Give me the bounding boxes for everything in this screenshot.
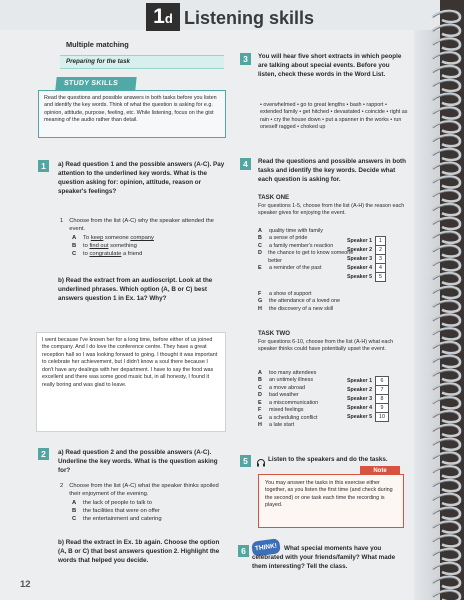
think-badge: THINK! [251,538,281,557]
answer-box[interactable]: 7 [376,386,389,395]
question-text: Choose from the list (A-C) why the speaker attended the event. [69,218,214,232]
task-one-instructions: For questions 1-5, choose from the list (A-H) the reason each speaker gives for enjoying the event. [258,203,405,217]
answer-box[interactable]: 10 [376,413,389,422]
answer-box[interactable]: 5 [376,273,386,282]
spiral-coil [432,480,460,491]
answer-option: C a move abroad [258,384,305,391]
exercise-6-instructions: What special moments have you celebrated with your friends/family? What made them interesting? Tell the class. [252,545,396,571]
spiral-coil [432,439,460,450]
speaker-row: Speaker 5 10 [344,413,388,422]
spiral-coil [432,80,460,91]
audioscript-extract [36,332,226,432]
spiral-coil [432,39,460,50]
speaker-row: Speaker 3 8 [344,395,388,404]
question-1 [60,218,226,259]
speaker-row: Speaker 4 4 [344,264,386,273]
spiral-coil [432,563,460,574]
answer-option: G a scheduling conflict [258,414,318,421]
exercise-number: 1 [38,160,49,172]
spiral-coil [432,108,460,119]
answer-option: D the chance to get to know someone better [258,250,354,264]
spiral-coil [432,232,460,243]
answer-option: F mixed feelings [258,407,304,414]
question-number: 2 [60,483,64,489]
spiral-coil [432,397,460,408]
exercise-number: 4 [240,158,251,170]
speaker-row: Speaker 5 5 [344,273,386,282]
spiral-coil [432,453,460,464]
answer-option: A too many attendees [258,370,317,376]
speaker-row: Speaker 3 3 [344,255,386,264]
spiral-coil [432,149,460,160]
unit-badge: 1d [146,3,180,31]
answer-option: H a late start [258,422,295,429]
answer-option: B a sense of pride [258,235,308,242]
study-skills-label: STUDY SKILLS [55,77,136,90]
spiral-coil [432,177,460,188]
speaker-row: Speaker 4 9 [344,404,388,413]
spiral-binding [430,0,464,600]
answer-box[interactable]: 4 [376,264,386,273]
task-one-title: TASK ONE [258,194,290,201]
answer-option: B the facilities that were on offer [72,507,160,514]
page-number: 12 [20,579,31,590]
answer-option: B an untimely illness [258,377,314,384]
spiral-coil [432,287,460,298]
exercise-1a-instructions: a) Read question 1 and the possible answers (A-C). Pay attention to the underlined key words. What is the question asking for: opinion, attitude, reason or speaker's feelings? [58,161,225,196]
exercise-number: 3 [240,53,251,65]
answer-box[interactable]: 3 [376,255,386,264]
audioscript-text: I went because I've known her for a long time, before either of us joined the company. And I do love the conference centre. They have a great reception hall so I was looking forward to going. I thought it was important to celebrate her achievement, but I didn't know a soul there because I don't have any dealings with her department. I have to say the food was excellent and there was some good music but, in all honesty, I found it really boring and was glad to leave. [42,337,218,388]
speaker-row: Speaker 2 7 [344,386,388,395]
answer-box[interactable]: 8 [376,395,389,404]
study-skills-text: Read the questions and possible answers in both tasks before you listen and identify the key words. Think of what the question is asking for e.g. opinion, attitude, purpose, feeling, etc. While listening, focus on the gist meaning of the audio rather than detail. [44,95,217,124]
spiral-coil [432,259,460,270]
answer-box[interactable]: 2 [376,246,386,255]
answer-box[interactable]: 1 [376,237,386,246]
spiral-coil [432,25,460,36]
spiral-coil [432,370,460,381]
answer-option: C the entertainment and catering [72,515,162,522]
spiral-coil [432,384,460,395]
spiral-coil [432,535,460,546]
answer-option: D bad weather [258,392,299,399]
spiral-coil [432,466,460,477]
spiral-coil [432,94,460,105]
spiral-coil [432,328,460,339]
answer-option: A the lack of people to talk to [72,499,152,506]
spiral-coil [432,342,460,353]
answer-box[interactable]: 9 [376,404,389,413]
spiral-coil [432,218,460,229]
answer-option: E a miscommunication [258,399,319,406]
answer-option: B to find out something [72,242,137,249]
answer-option: H the discovery of a new skill [258,305,334,312]
exercise-3-instructions: You will hear five short extracts in which people are talking about special events. Before you listen, check these words in the Word List. [258,53,402,79]
task-two-answer-grid [344,376,389,422]
spiral-coil [432,577,460,588]
answer-option: C to congratulate a friend [72,250,143,257]
study-skills-box [38,90,226,138]
task-two-instructions: For questions 6-10, choose from the list (A-H) what each speaker thinks could have potentially upset the event. [258,339,394,353]
spiral-coil [432,356,460,367]
spiral-coil [432,11,460,22]
spiral-coil [432,508,460,519]
spiral-coil [432,121,460,132]
speaker-row: Speaker 1 6 [344,377,388,386]
exercise-number: 2 [38,448,49,460]
task-two-options [258,370,348,430]
spiral-coil [432,522,460,533]
exercise-2b-instructions: b) Read the extract in Ex. 1b again. Choose the option (A, B or C) that best answers question 2. Highlight the words that helped you decide. [58,539,220,565]
answer-option: C a family member's reaction [258,242,334,249]
spiral-coil [432,494,460,505]
spiral-coil [432,246,460,257]
exercise-2a-instructions: a) Read question 2 and the possible answers (A-C). Underline the key words. What is the question asking for? [58,449,218,475]
exercise-5-instructions: Listen to the speakers and do the tasks. [268,456,388,463]
section-title: Multiple matching [66,40,129,49]
task-two-title: TASK TWO [258,330,291,337]
spiral-coil [432,163,460,174]
answer-box[interactable]: 6 [376,377,389,386]
exercise-4-instructions: Read the questions and possible answers in both tasks and identify the key words. Decide what each question is asking for. [258,158,407,184]
spiral-coil [432,549,460,560]
speaker-row: Speaker 2 2 [344,246,386,255]
question-2 [60,483,226,524]
answer-option: E a reminder of the past [258,265,322,272]
note-box [258,474,404,528]
spiral-coil [432,425,460,436]
question-text: Choose from the list (A-C) what the speaker thinks spoiled their enjoyment of the evening. [69,483,219,497]
spiral-coil [432,273,460,284]
speaker-row: Speaker 1 1 [344,237,386,246]
exercise-1b-instructions: b) Read the extract from an audioscript. Look at the underlined phrases. Which option (A, B or C) best answers question 1 in Ex. 1a? Why? [58,277,213,303]
spiral-coil [432,411,460,422]
spiral-coil [432,190,460,201]
question-number: 1 [60,218,64,224]
note-label: Note [360,466,400,476]
task-one-answer-grid [344,236,386,282]
answer-option: G the attendance of a loved one [258,298,341,305]
spiral-coil [432,301,460,312]
spiral-coil [432,135,460,146]
word-list: • overwhelmed • go to great lengths • bash • rapport • extended family • get hitched • devastated • coincide • right as rain • cry the house down • put a spanner in the works • run oneself ragged • choked up [260,102,408,131]
task-one-options-cont [258,291,408,313]
section-subtitle: Preparing for the task [60,55,224,69]
page-title: Listening skills [184,8,315,28]
headphones-icon [256,455,266,465]
answer-option: F a show of support [258,291,312,297]
note-text: You may answer the tasks in this exercise either together, as you listen the first time (and check during the second) or one task each time the recording is played. [265,480,393,509]
exercise-number: 6 [238,545,249,557]
spiral-coil [432,204,460,215]
answer-option: A quality time with family [258,228,323,234]
spiral-coil [432,66,460,77]
spiral-coil [432,315,460,326]
exercise-number: 5 [240,455,251,467]
answer-option: A To keep someone company [72,234,154,241]
spiral-coil [432,52,460,63]
task-one-options [258,228,354,273]
